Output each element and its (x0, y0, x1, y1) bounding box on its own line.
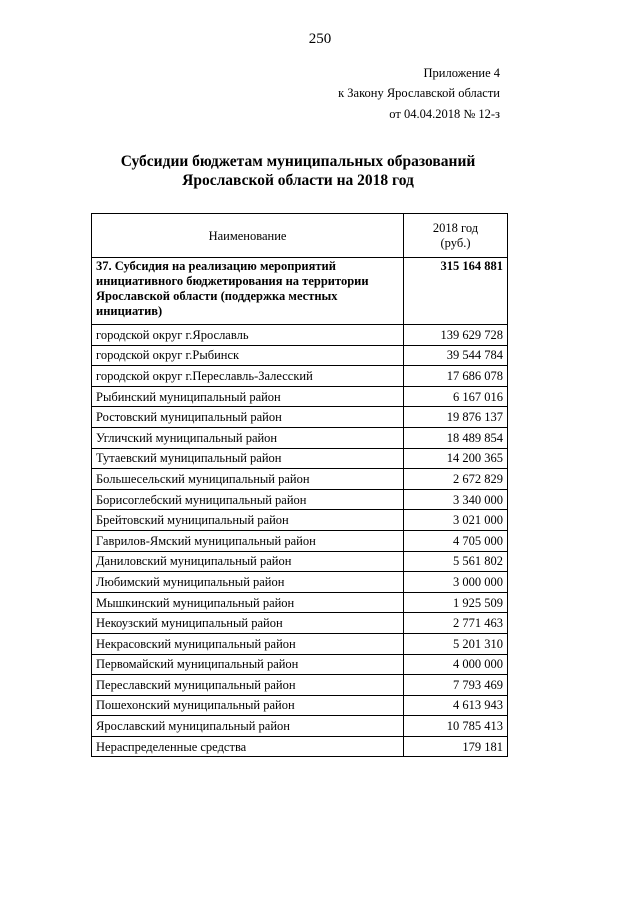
table-row (92, 592, 508, 613)
table-header-row (92, 214, 508, 258)
table-row (92, 407, 508, 428)
row-name: Любимский муниципальный район (92, 572, 404, 593)
row-value: 6 167 016 (404, 386, 508, 407)
row-value: 18 489 854 (404, 427, 508, 448)
table-row (92, 325, 508, 346)
row-value: 4 613 943 (404, 695, 508, 716)
row-name: Пошехонский муниципальный район (92, 695, 404, 716)
row-value: 3 021 000 (404, 510, 508, 531)
table-row (92, 736, 508, 757)
header-unit-label: (руб.) (440, 235, 471, 250)
row-value: 3 000 000 (404, 572, 508, 593)
table-row (92, 695, 508, 716)
row-name: Первомайский муниципальный район (92, 654, 404, 675)
subsidy-table (91, 213, 508, 757)
row-value: 17 686 078 (404, 366, 508, 387)
header-year (404, 214, 508, 258)
row-value: 5 201 310 (404, 633, 508, 654)
table-row (92, 572, 508, 593)
row-name: Большесельский муниципальный район (92, 469, 404, 490)
row-value: 2 672 829 (404, 469, 508, 490)
row-name: городской округ г.Переславль-Залесский (92, 366, 404, 387)
table-row (92, 716, 508, 737)
table-row (92, 469, 508, 490)
table-row (92, 613, 508, 634)
table-row (92, 427, 508, 448)
row-name: Некоузский муниципальный район (92, 613, 404, 634)
subsidy-total: 315 164 881 (404, 258, 508, 325)
row-name: Тутаевский муниципальный район (92, 448, 404, 469)
row-name: Мышкинский муниципальный район (92, 592, 404, 613)
appendix-date: от 04.04.2018 № 12-з (389, 107, 500, 121)
table-row (92, 530, 508, 551)
table-row (92, 345, 508, 366)
table-row (92, 675, 508, 696)
row-value: 39 544 784 (404, 345, 508, 366)
row-name: Борисоглебский муниципальный район (92, 489, 404, 510)
row-name: Рыбинский муниципальный район (92, 386, 404, 407)
subsidy-name: 37. Субсидия на реализацию мероприятий инициативного бюджетирования на территории Ярославской области (поддержка местных инициатив) (92, 258, 404, 325)
appendix-law: к Закону Ярославской области (338, 86, 500, 100)
row-name: Ростовский муниципальный район (92, 407, 404, 428)
row-name: городской округ г.Рыбинск (92, 345, 404, 366)
title-line-1: Субсидии бюджетам муниципальных образований (120, 153, 476, 170)
table-row (92, 551, 508, 572)
table-row (92, 386, 508, 407)
row-value: 4 705 000 (404, 530, 508, 551)
row-value: 1 925 509 (404, 592, 508, 613)
row-value: 10 785 413 (404, 716, 508, 737)
table-row (92, 448, 508, 469)
table-row (92, 510, 508, 531)
row-name: Переславский муниципальный район (92, 675, 404, 696)
title-line-2: Ярославской области на 2018 год (182, 172, 414, 189)
header-name: Наименование (92, 214, 404, 258)
row-name: Брейтовский муниципальный район (92, 510, 404, 531)
row-value: 3 340 000 (404, 489, 508, 510)
row-value: 179 181 (404, 736, 508, 757)
table-row (92, 366, 508, 387)
row-value: 139 629 728 (404, 325, 508, 346)
row-value: 5 561 802 (404, 551, 508, 572)
table-row (92, 654, 508, 675)
row-value: 14 200 365 (404, 448, 508, 469)
document-title (0, 152, 596, 190)
row-name: Гаврилов-Ямский муниципальный район (92, 530, 404, 551)
row-name: Нераспределенные средства (92, 736, 404, 757)
row-value: 19 876 137 (404, 407, 508, 428)
appendix-label: Приложение 4 (423, 66, 500, 80)
table-row (92, 489, 508, 510)
row-name: городской округ г.Ярославль (92, 325, 404, 346)
row-value: 2 771 463 (404, 613, 508, 634)
row-value: 7 793 469 (404, 675, 508, 696)
row-name: Некрасовский муниципальный район (92, 633, 404, 654)
row-name: Даниловский муниципальный район (92, 551, 404, 572)
row-name: Ярославский муниципальный район (92, 716, 404, 737)
page-number: 250 (308, 31, 332, 47)
row-value: 4 000 000 (404, 654, 508, 675)
row-name: Угличский муниципальный район (92, 427, 404, 448)
header-year-label: 2018 год (432, 220, 479, 235)
subsidy-row (92, 258, 508, 325)
table-row (92, 633, 508, 654)
